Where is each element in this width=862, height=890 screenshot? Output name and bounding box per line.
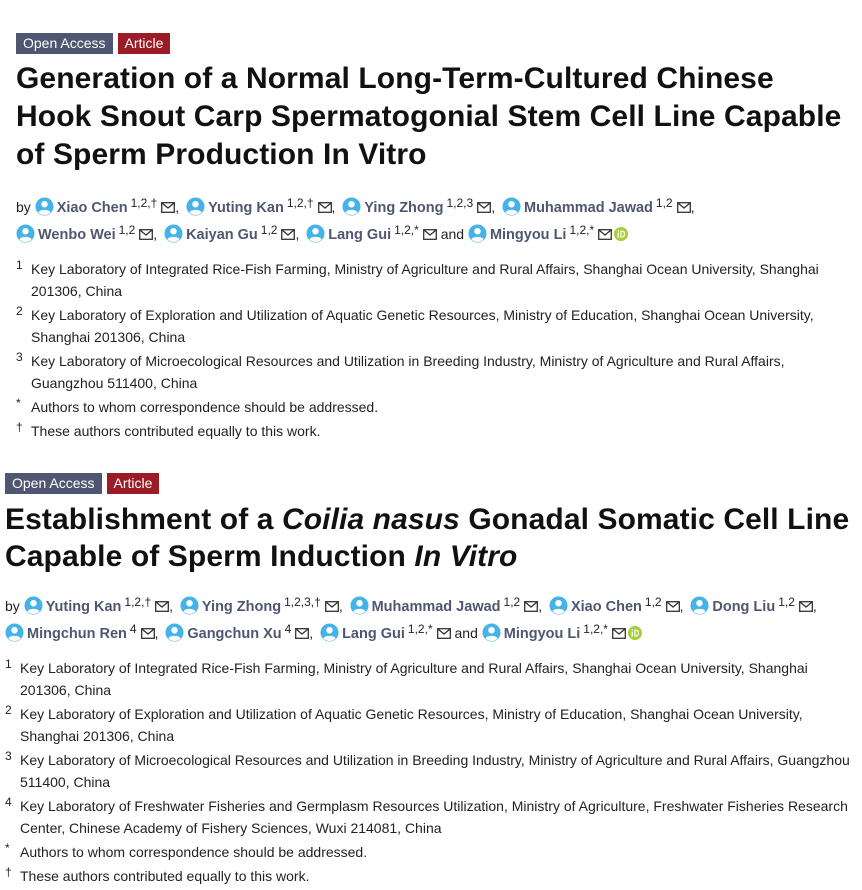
affiliation-item (5, 841, 854, 863)
author-profile-icon[interactable] (690, 596, 709, 615)
author-separator: , (309, 625, 314, 641)
author-separator: , (338, 598, 343, 614)
author-entry (320, 622, 451, 642)
author-name-link[interactable]: Dong Liu (712, 599, 776, 615)
orcid-icon[interactable] (628, 624, 642, 638)
email-icon[interactable] (318, 197, 332, 208)
author-entry (165, 622, 309, 642)
email-icon[interactable] (161, 197, 175, 208)
affiliation-item (5, 749, 854, 793)
email-icon[interactable] (281, 224, 295, 235)
author-profile-icon[interactable] (24, 596, 43, 615)
author-entry (350, 595, 539, 615)
author-affiliation-marks: 1,2 (655, 196, 673, 210)
author-profile-icon[interactable] (320, 623, 339, 642)
author-profile-icon[interactable] (482, 623, 501, 642)
badge-row (16, 33, 854, 54)
author-entry (690, 595, 813, 615)
affiliation-list (5, 657, 854, 887)
author-profile-icon[interactable] (180, 596, 199, 615)
author-affiliation-marks: 1,2,† (130, 196, 158, 210)
and-label: and (454, 625, 478, 641)
and-label: and (440, 226, 465, 242)
author-profile-icon[interactable] (468, 224, 487, 243)
author-affiliation-marks: 1,2,† (286, 196, 314, 210)
author-entry (502, 196, 691, 216)
author-separator: , (812, 598, 817, 614)
by-label: by (5, 598, 20, 614)
email-icon[interactable] (141, 623, 155, 634)
author-name-link[interactable]: Xiao Chen (570, 599, 642, 615)
title-text: Establishment of a (5, 503, 282, 536)
affiliation-text: Key Laboratory of Integrated Rice-Fish Farming, Ministry of Agriculture and Rural Affairs, Shanghai Ocean University, Shanghai 201306, China (31, 261, 819, 299)
affiliation-text: Key Laboratory of Exploration and Utilization of Aquatic Genetic Resources, Ministry of Education, Shanghai Ocean University, Shanghai 201306, China (20, 706, 803, 744)
email-icon[interactable] (477, 197, 491, 208)
author-affiliation-marks: 1,2 (778, 595, 795, 609)
email-icon[interactable] (437, 623, 451, 634)
affiliation-mark: * (5, 841, 10, 855)
author-affiliation-marks: 1,2,* (569, 223, 595, 237)
author-affiliation-marks: 1,2 (260, 223, 278, 237)
affiliation-mark: 4 (5, 795, 12, 809)
affiliation-mark: 3 (16, 350, 23, 364)
email-icon[interactable] (666, 596, 680, 607)
affiliation-mark: 1 (16, 258, 23, 272)
author-entry (468, 223, 628, 243)
affiliation-text: These authors contributed equally to this work. (31, 423, 321, 439)
author-name-link[interactable]: Mingchun Ren (27, 626, 127, 642)
email-icon[interactable] (598, 224, 612, 235)
article-type-badge[interactable]: Article (107, 473, 160, 494)
affiliation-item (5, 657, 854, 701)
affiliation-text: Key Laboratory of Freshwater Fisheries and Germplasm Resources Utilization, Ministry of Agriculture, Freshwater Fisheries Research Center, Chinese Academy of Fishery Sciences, Wuxi 214081, China (20, 798, 848, 836)
affiliation-item (16, 396, 854, 418)
author-separator: , (491, 199, 496, 215)
author-profile-icon[interactable] (342, 197, 361, 216)
author-affiliation-marks: 1,2,* (583, 622, 608, 636)
author-profile-icon[interactable] (165, 623, 184, 642)
author-name-link[interactable]: Kaiyan Gu (186, 227, 258, 243)
author-name-link[interactable]: Mingyou Li (503, 626, 581, 642)
affiliation-text: Key Laboratory of Exploration and Utilization of Aquatic Genetic Resources, Ministry of Education, Shanghai Ocean University, Shanghai 201306, China (31, 307, 814, 345)
affiliation-mark: 1 (5, 657, 12, 671)
affiliation-mark: 3 (5, 749, 12, 763)
author-profile-icon[interactable] (502, 197, 521, 216)
by-label: by (16, 199, 31, 215)
article-entry-2 (5, 473, 854, 889)
article-type-badge[interactable]: Article (118, 33, 171, 54)
author-name-link[interactable]: Ying Zhong (364, 200, 444, 216)
author-name-link[interactable]: Xiao Chen (56, 200, 128, 216)
open-access-badge[interactable]: Open Access (5, 473, 102, 494)
affiliation-list (16, 258, 854, 442)
author-affiliation-marks: 1,2,* (394, 223, 419, 237)
author-separator: , (169, 598, 174, 614)
author-separator: , (538, 598, 543, 614)
article-title[interactable] (16, 60, 854, 174)
email-icon[interactable] (325, 596, 339, 607)
author-name-link[interactable]: Wenbo Wei (38, 227, 116, 243)
author-affiliation-marks: 1,2,3,† (284, 595, 321, 609)
orcid-icon[interactable] (614, 225, 628, 239)
article-entry-1 (16, 33, 854, 444)
author-separator: , (679, 598, 684, 614)
author-list (16, 192, 854, 246)
author-name-link[interactable]: Gangchun Xu (187, 626, 282, 642)
author-name-link[interactable]: Muhammad Jawad (371, 599, 501, 615)
author-entry (549, 595, 680, 615)
affiliation-item (16, 258, 854, 302)
author-name-link[interactable]: Lang Gui (342, 626, 405, 642)
badge-row (5, 473, 854, 494)
affiliation-mark: † (16, 420, 23, 434)
author-affiliation-marks: 4 (284, 622, 292, 636)
affiliation-item (5, 703, 854, 747)
email-icon[interactable] (139, 224, 153, 235)
affiliation-mark: * (16, 396, 21, 410)
affiliation-mark: 2 (16, 304, 23, 318)
title-text: Generation of a Normal Long-Term-Cultured Chinese Hook Snout Carp Spermatogonial Stem Cell Line Capable of Sperm Production In Vitro (16, 62, 842, 171)
author-affiliation-marks: 1,2 (118, 223, 136, 237)
title-text: Gonadal Somatic Cell Line Capable of Sperm Induction (5, 503, 850, 573)
author-name-link[interactable]: Lang Gui (328, 227, 392, 243)
affiliation-item (5, 865, 854, 887)
affiliation-mark: † (5, 865, 12, 879)
author-entry (164, 223, 295, 243)
email-icon[interactable] (799, 596, 813, 607)
author-entry (5, 622, 155, 642)
affiliation-text: Authors to whom correspondence should be addressed. (31, 399, 379, 415)
author-entry (35, 196, 176, 216)
author-affiliation-marks: 1,2,† (124, 595, 152, 609)
author-affiliation-marks: 1,2 (644, 595, 662, 609)
author-name-link[interactable]: Yuting Kan (208, 200, 284, 216)
email-icon[interactable] (612, 623, 626, 634)
author-separator: , (153, 226, 158, 242)
affiliation-mark: 2 (5, 703, 12, 717)
author-separator: , (331, 199, 336, 215)
author-name-link[interactable]: Mingyou Li (489, 227, 567, 243)
author-separator: , (295, 226, 300, 242)
affiliation-item (5, 795, 854, 839)
email-icon[interactable] (295, 623, 309, 634)
email-icon[interactable] (677, 197, 691, 208)
author-affiliation-marks: 4 (129, 622, 137, 636)
author-list (5, 591, 854, 645)
author-name-link[interactable]: Ying Zhong (201, 599, 282, 615)
article-title[interactable] (5, 501, 854, 575)
author-profile-icon[interactable] (350, 596, 369, 615)
author-entry (306, 223, 437, 243)
affiliation-item (16, 304, 854, 348)
affiliation-text: These authors contributed equally to this work. (20, 868, 310, 884)
author-separator: , (175, 199, 180, 215)
open-access-badge[interactable]: Open Access (16, 33, 113, 54)
email-icon[interactable] (423, 224, 437, 235)
author-profile-icon[interactable] (5, 623, 24, 642)
author-entry (186, 196, 331, 216)
affiliation-text: Key Laboratory of Microecological Resources and Utilization in Breeding Industry, Ministry of Agriculture and Rural Affairs, Guangzhou 511400, China (31, 353, 785, 391)
affiliation-item (16, 420, 854, 442)
author-affiliation-marks: 1,2,* (407, 622, 433, 636)
title-species-italic: Coilia nasus (281, 503, 460, 536)
author-separator: , (154, 625, 159, 641)
author-entry (482, 622, 642, 642)
affiliation-text: Authors to whom correspondence should be addressed. (20, 844, 368, 860)
author-profile-icon[interactable] (16, 224, 35, 243)
author-name-link[interactable]: Muhammad Jawad (523, 200, 653, 216)
affiliation-item (16, 350, 854, 394)
author-profile-icon[interactable] (186, 197, 205, 216)
author-affiliation-marks: 1,2,3 (446, 196, 474, 210)
title-in-vitro-italic: In Vitro (414, 540, 518, 573)
author-profile-icon[interactable] (164, 224, 183, 243)
email-icon[interactable] (155, 596, 169, 607)
author-profile-icon[interactable] (306, 224, 325, 243)
author-affiliation-marks: 1,2 (503, 595, 521, 609)
author-entry (24, 595, 169, 615)
author-entry (342, 196, 491, 216)
author-entry (180, 595, 339, 615)
email-icon[interactable] (524, 596, 538, 607)
affiliation-text: Key Laboratory of Integrated Rice-Fish Farming, Ministry of Agriculture and Rural Affairs, Shanghai Ocean University, Shanghai 201306, China (20, 660, 808, 698)
author-profile-icon[interactable] (35, 197, 54, 216)
author-name-link[interactable]: Yuting Kan (45, 599, 122, 615)
affiliation-text: Key Laboratory of Microecological Resources and Utilization in Breeding Industry, Ministry of Agriculture and Rural Affairs, Guangzhou 511400, China (20, 752, 850, 790)
author-separator: , (690, 199, 695, 215)
author-profile-icon[interactable] (549, 596, 568, 615)
author-entry (16, 223, 153, 243)
